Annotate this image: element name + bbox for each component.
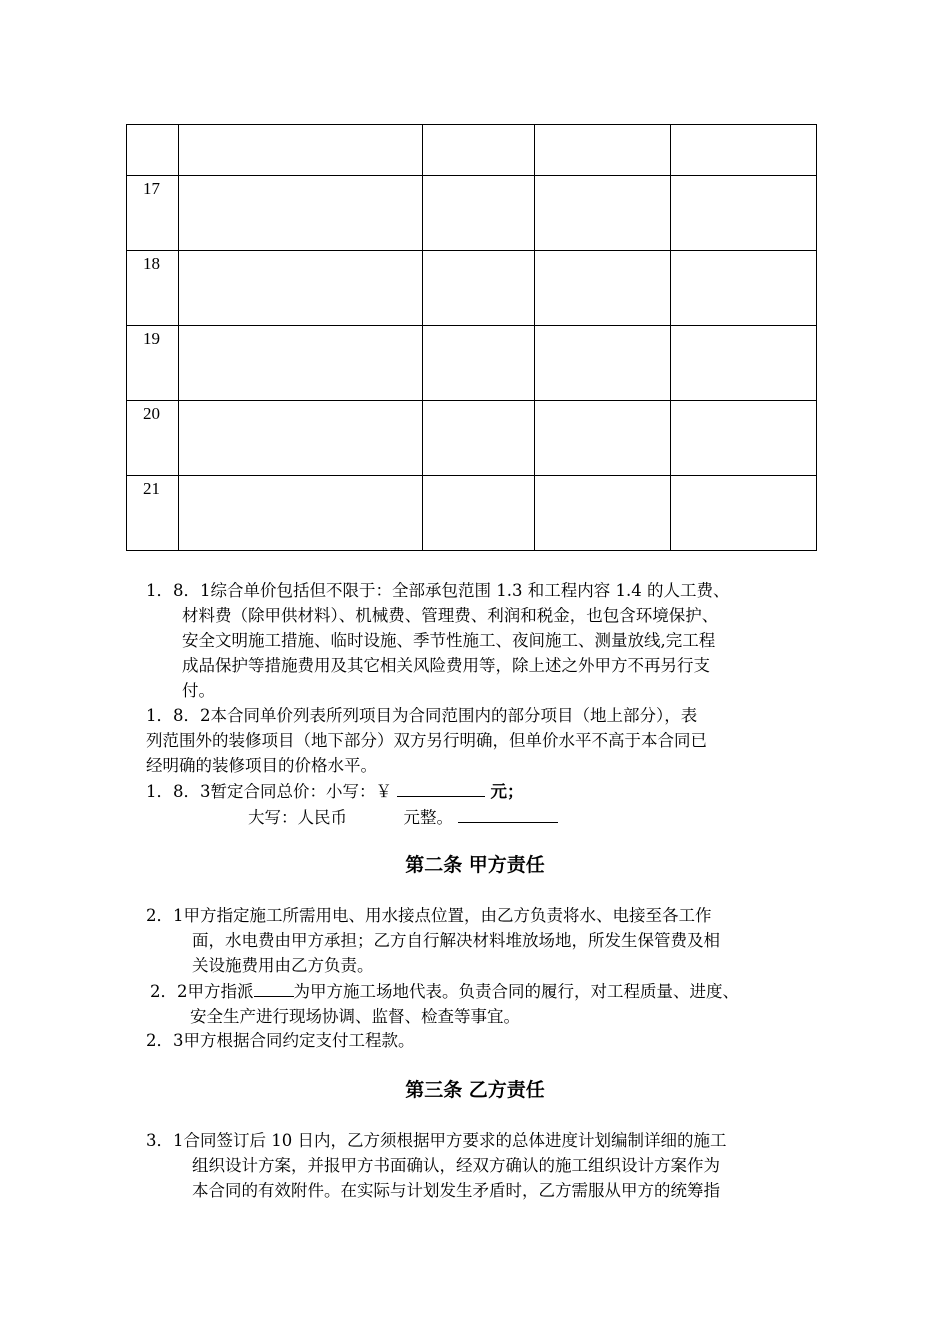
clause-text-line: 组织设计方案，并报甲方书面确认，经双方确认的施工组织设计方案作为 [192, 1156, 720, 1175]
table-cell-index [127, 401, 179, 476]
daxie-blank [458, 804, 558, 823]
clause-text-line: 面，水电费由甲方承担；乙方自行解决材料堆放场地，所发生保管费及相 [192, 931, 720, 950]
table-row [127, 251, 817, 326]
clause-text-line: 2．3甲方根据合同约定支付工程款。 [146, 1031, 415, 1050]
row-number: 18 [143, 254, 160, 273]
table-cell [423, 401, 535, 476]
representative-blank [254, 978, 294, 997]
table-cell [535, 476, 671, 551]
daxie-label: 大写：人民币 [248, 808, 347, 827]
daxie-suffix: 元整。 [403, 808, 453, 827]
table-row [127, 401, 817, 476]
clause-text-line: 1．8．2本合同单价列表所列项目为合同范围内的部分项目（地上部分），表 [146, 706, 698, 725]
table-cell-index [127, 251, 179, 326]
daxie-line [146, 804, 826, 830]
article-2-title: 第二条 甲方责任 [405, 854, 545, 876]
row-number: 17 [143, 179, 160, 198]
clause-text-line: 经明确的装修项目的价格水平。 [146, 756, 377, 775]
table-cell [535, 251, 671, 326]
clause-text-line: 3．1合同签订后 10 日内，乙方须根据甲方要求的总体进度计划编制详细的施工 [146, 1131, 727, 1150]
clause-text-line: 付。 [182, 681, 215, 700]
total-price-line [146, 778, 826, 804]
clause-text-line: 1．8．1综合单价包括但不限于：全部承包范围 1.3 和工程内容 1.4 的人工费、 [146, 581, 730, 600]
table-cell [423, 125, 535, 176]
clause-text-line: 材料费（除甲供材料）、机械费、管理费、利润和税金，也包含环境保护、 [182, 606, 719, 625]
table-cell [179, 401, 423, 476]
clause-3-1 [146, 1128, 826, 1203]
clause-text-line: 列范围外的装修项目（地下部分）双方另行明确，但单价水平不高于本合同已 [146, 731, 707, 750]
table-cell [671, 176, 817, 251]
table-cell [671, 476, 817, 551]
clause-text-line [150, 978, 830, 1004]
table-cell [179, 476, 423, 551]
table-cell-index [127, 176, 179, 251]
clause-1-8-2 [146, 703, 826, 778]
table-cell [423, 326, 535, 401]
clause-2-2 [150, 978, 830, 1029]
table-row [127, 176, 817, 251]
table-cell [535, 326, 671, 401]
table-row [127, 476, 817, 551]
row-number: 19 [143, 329, 160, 348]
table-cell [671, 251, 817, 326]
table-row [127, 125, 817, 176]
row-number: 20 [143, 404, 160, 423]
table-cell [179, 251, 423, 326]
clause-text-line: 本合同的有效附件。在实际与计划发生矛盾时，乙方需服从甲方的统筹指 [192, 1181, 720, 1200]
table-cell [423, 176, 535, 251]
clause-text-line: 成品保护等措施费用及其它相关风险费用等，除上述之外甲方不再另行支 [182, 656, 710, 675]
clause-text-line: 安全生产进行现场协调、监督、检查等事宜。 [190, 1007, 520, 1026]
table-cell [423, 476, 535, 551]
amount-unit: 元； [490, 782, 524, 801]
unit-price-table [126, 124, 817, 551]
total-price-label: 1．8．3暂定合同总价：小写：￥ [146, 782, 392, 801]
clause-1-8-3 [146, 778, 826, 830]
table-cell-index [127, 326, 179, 401]
table-cell [535, 176, 671, 251]
clause-text-line: 安全文明施工措施、临时设施、季节性施工、夜间施工、测量放线,完工程 [182, 631, 716, 650]
table-cell-index [127, 476, 179, 551]
clause-2-1 [146, 903, 826, 978]
clause-1-8-1 [146, 578, 826, 703]
table-cell-index [127, 125, 179, 176]
article-3-title: 第三条 乙方责任 [405, 1079, 545, 1101]
table-cell [671, 326, 817, 401]
table-cell [671, 125, 817, 176]
table-cell [423, 251, 535, 326]
row-number: 21 [143, 479, 160, 498]
table-cell [535, 125, 671, 176]
clause-text-line: 2．1甲方指定施工所需用电、用水接点位置，由乙方负责将水、电接至各工作 [146, 906, 712, 925]
table-cell [179, 125, 423, 176]
table-cell [535, 401, 671, 476]
table-cell [179, 326, 423, 401]
clause-2-2-suffix: 为甲方施工场地代表。负责合同的履行，对工程质量、进度、 [293, 982, 739, 1001]
table-row [127, 326, 817, 401]
row-number [127, 125, 178, 128]
amount-blank [397, 778, 485, 797]
clause-2-2-prefix: 2．2甲方指派 [150, 982, 254, 1001]
clause-2-3 [146, 1028, 826, 1053]
table-cell [179, 176, 423, 251]
table-cell [671, 401, 817, 476]
clause-text-line: 关设施费用由乙方负责。 [192, 956, 374, 975]
